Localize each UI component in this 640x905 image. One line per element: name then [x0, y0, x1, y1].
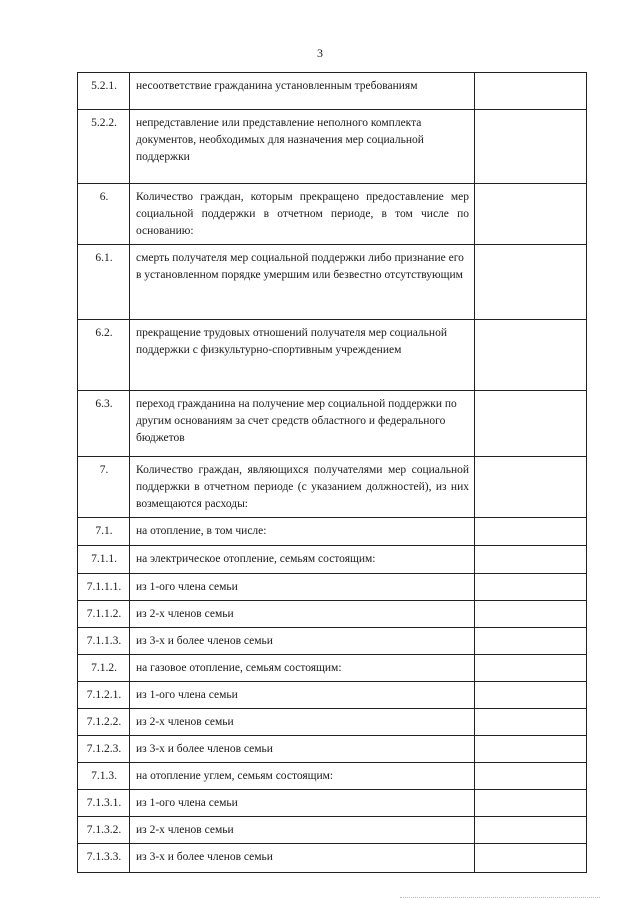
row-number: 7.1.3.1.: [78, 790, 130, 817]
row-value-cell: [475, 655, 587, 682]
row-number: 5.2.1.: [78, 73, 130, 110]
row-description: из 1-ого члена семьи: [130, 574, 475, 601]
row-description: из 3-х и более членов семьи: [130, 628, 475, 655]
row-number: 7.1.: [78, 518, 130, 546]
row-description: переход гражданина на получение мер социальной поддержки по другим основаниям за счет средств областного и федерального бюджетов: [130, 391, 475, 457]
row-number: 7.1.1.2.: [78, 601, 130, 628]
row-value-cell: [475, 184, 587, 245]
row-number: 6.3.: [78, 391, 130, 457]
row-value-cell: [475, 628, 587, 655]
table-row: [78, 817, 587, 844]
row-number: 7.1.3.: [78, 763, 130, 790]
table-row: [78, 709, 587, 736]
table-row: [78, 763, 587, 790]
table-row: [78, 628, 587, 655]
table-row: [78, 73, 587, 110]
row-value-cell: [475, 73, 587, 110]
row-description: из 1-ого члена семьи: [130, 790, 475, 817]
table-row: [78, 518, 587, 546]
row-description: Количество граждан, являющихся получателями мер социальной поддержки в отчетном периоде (с указанием должностей), из них возмещаются расходы:: [130, 457, 475, 518]
row-description: из 2-х членов семьи: [130, 817, 475, 844]
row-value-cell: [475, 817, 587, 844]
row-number: 6.: [78, 184, 130, 245]
row-number: 7.: [78, 457, 130, 518]
table-row: [78, 844, 587, 873]
table-row: [78, 391, 587, 457]
row-description: Количество граждан, которым прекращено предоставление мер социальной поддержки в отчетном периоде, в том числе по основанию:: [130, 184, 475, 245]
row-number: 7.1.1.: [78, 546, 130, 574]
table-row: [78, 110, 587, 184]
table-row: [78, 245, 587, 320]
row-description: несоответствие гражданина установленным требованиям: [130, 73, 475, 110]
table-row: [78, 655, 587, 682]
row-number: 5.2.2.: [78, 110, 130, 184]
table-row: [78, 682, 587, 709]
row-value-cell: [475, 574, 587, 601]
row-value-cell: [475, 601, 587, 628]
row-value-cell: [475, 320, 587, 391]
row-value-cell: [475, 736, 587, 763]
row-description: из 2-х членов семьи: [130, 709, 475, 736]
row-number: 7.1.3.3.: [78, 844, 130, 873]
page-number: 3: [317, 46, 323, 60]
row-description: из 1-ого члена семьи: [130, 682, 475, 709]
table-row: [78, 736, 587, 763]
table-body: [78, 73, 587, 873]
row-value-cell: [475, 457, 587, 518]
row-description: на газовое отопление, семьям состоящим:: [130, 655, 475, 682]
table-row: [78, 574, 587, 601]
row-description: из 3-х и более членов семьи: [130, 844, 475, 873]
row-description: из 2-х членов семьи: [130, 601, 475, 628]
row-description: смерть получателя мер социальной поддержки либо признание его в установленном порядке умершим или безвестно отсутствующим: [130, 245, 475, 320]
table-row: [78, 457, 587, 518]
table-row: [78, 546, 587, 574]
row-value-cell: [475, 790, 587, 817]
statistics-table: [77, 72, 587, 873]
row-number: 6.2.: [78, 320, 130, 391]
row-number: 7.1.2.: [78, 655, 130, 682]
row-number: 7.1.1.3.: [78, 628, 130, 655]
row-number: 7.1.1.1.: [78, 574, 130, 601]
footer-mark: [400, 897, 600, 899]
row-value-cell: [475, 844, 587, 873]
table-row: [78, 184, 587, 245]
row-number: 7.1.3.2.: [78, 817, 130, 844]
row-value-cell: [475, 518, 587, 546]
row-number: 7.1.2.2.: [78, 709, 130, 736]
row-number: 6.1.: [78, 245, 130, 320]
row-value-cell: [475, 709, 587, 736]
table-row: [78, 790, 587, 817]
row-description: на отопление, в том числе:: [130, 518, 475, 546]
row-number: 7.1.2.3.: [78, 736, 130, 763]
row-value-cell: [475, 682, 587, 709]
row-value-cell: [475, 546, 587, 574]
row-value-cell: [475, 763, 587, 790]
row-number: 7.1.2.1.: [78, 682, 130, 709]
row-description: непредставление или представление неполного комплекта документов, необходимых для назначения мер социальной поддержки: [130, 110, 475, 184]
row-value-cell: [475, 110, 587, 184]
row-description: на электрическое отопление, семьям состоящим:: [130, 546, 475, 574]
row-value-cell: [475, 245, 587, 320]
table-row: [78, 320, 587, 391]
table-row: [78, 601, 587, 628]
row-value-cell: [475, 391, 587, 457]
row-description: прекращение трудовых отношений получателя мер социальной поддержки с физкультурно-спортивным учреждением: [130, 320, 475, 391]
row-description: на отопление углем, семьям состоящим:: [130, 763, 475, 790]
row-description: из 3-х и более членов семьи: [130, 736, 475, 763]
